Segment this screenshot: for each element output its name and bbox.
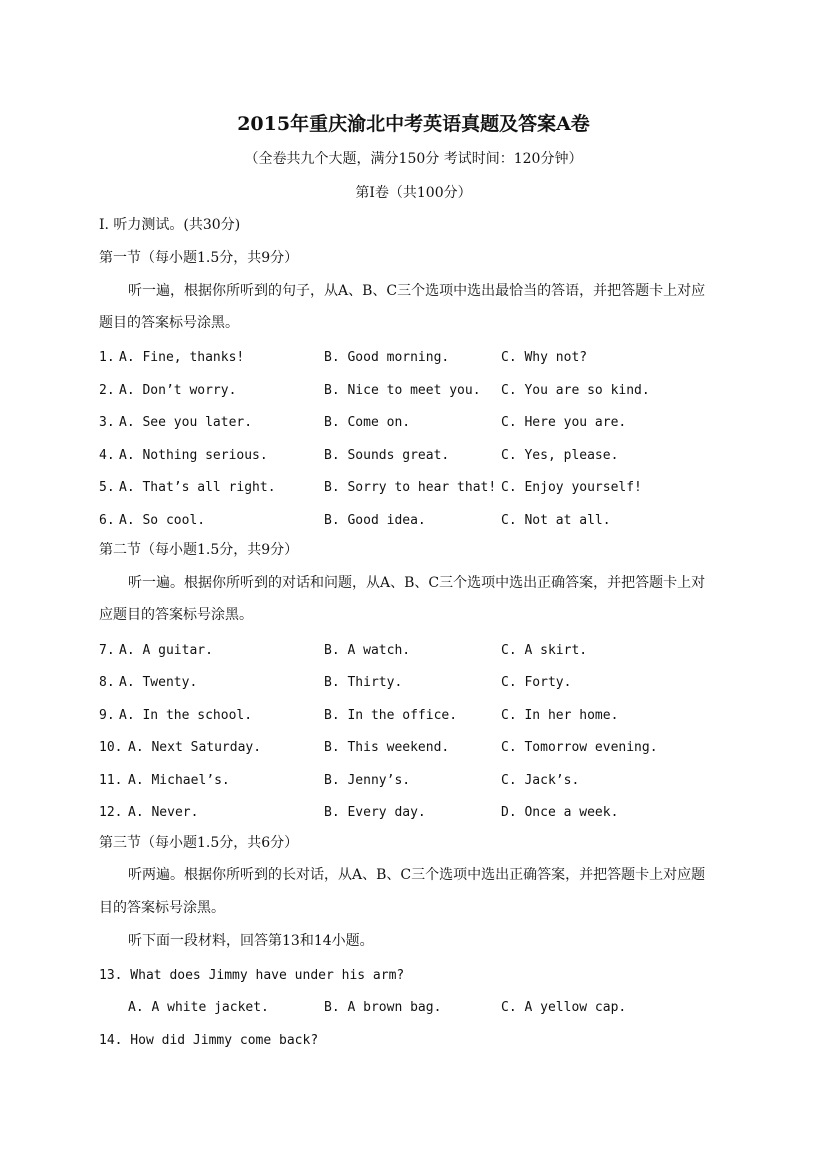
question-number: 5. bbox=[99, 480, 115, 495]
section2-instruction-cont: 应题目的答案标号涂黑。 bbox=[99, 607, 253, 623]
question-number: 11. bbox=[99, 773, 123, 788]
option-b: B. Good morning. bbox=[324, 350, 450, 365]
part1-heading: I. 听力测试。(共30分) bbox=[99, 217, 241, 233]
option-b: B. This weekend. bbox=[324, 740, 450, 755]
option-b: B. Sounds great. bbox=[324, 448, 450, 463]
option-a: A. See you later. bbox=[119, 415, 253, 430]
section1-instruction: 听一遍，根据你所听到的句子，从A、B、C三个选项中选出最恰当的答语，并把答题卡上对应 bbox=[128, 283, 706, 299]
option-a: A. Nothing serious. bbox=[119, 448, 268, 463]
option-a: A. A guitar. bbox=[119, 643, 213, 658]
option-a: A. Michael’s. bbox=[128, 773, 230, 788]
option-c: C. Jack’s. bbox=[501, 773, 580, 788]
question-number: 12. bbox=[99, 805, 123, 820]
option-a: A. In the school. bbox=[119, 708, 253, 723]
option-b: B. A watch. bbox=[324, 643, 411, 658]
question-number: 2. bbox=[99, 383, 115, 398]
option-b: B. Jenny’s. bbox=[324, 773, 411, 788]
option-c: C. Tomorrow evening. bbox=[501, 740, 658, 755]
volume-heading: 第Ⅰ卷（共100分） bbox=[355, 185, 472, 201]
question-14: 14. How did Jimmy come back? bbox=[99, 1033, 319, 1048]
question-13: 13. What does Jimmy have under his arm? bbox=[99, 968, 405, 983]
option-a: A. Never. bbox=[128, 805, 199, 820]
option-a: A. Fine, thanks! bbox=[119, 350, 245, 365]
option-c: C. Enjoy yourself! bbox=[501, 480, 642, 495]
option-b: B. Every day. bbox=[324, 805, 426, 820]
option-a: A. So cool. bbox=[119, 513, 206, 528]
option-c: C. You are so kind. bbox=[501, 383, 650, 398]
option-c: D. Once a week. bbox=[501, 805, 619, 820]
option-b: B. A brown bag. bbox=[324, 1000, 442, 1015]
option-c: C. A yellow cap. bbox=[501, 1000, 627, 1015]
option-b: B. Nice to meet you. bbox=[324, 383, 481, 398]
option-b: B. Come on. bbox=[324, 415, 411, 430]
option-b: B. Sorry to hear that! bbox=[324, 480, 497, 495]
question-number: 6. bbox=[99, 513, 115, 528]
section3-instruction-cont: 目的答案标号涂黑。 bbox=[99, 900, 225, 916]
section1-instruction-cont: 题目的答案标号涂黑。 bbox=[99, 315, 239, 331]
section3-material-note: 听下面一段材料，回答第13和14小题。 bbox=[128, 933, 374, 949]
option-a: A. Don’t worry. bbox=[119, 383, 237, 398]
question-number: 7. bbox=[99, 643, 115, 658]
question-number: 10. bbox=[99, 740, 123, 755]
exam-info: （全卷共九个大题，满分150分 考试时间：120分钟） bbox=[244, 151, 583, 167]
document-title: 2015年重庆渝北中考英语真题及答案A卷 bbox=[237, 113, 590, 135]
question-number: 9. bbox=[99, 708, 115, 723]
section2-heading: 第二节（每小题1.5分，共9分） bbox=[99, 542, 299, 558]
option-b: B. In the office. bbox=[324, 708, 458, 723]
option-c: C. Forty. bbox=[501, 675, 572, 690]
option-a: A. That’s all right. bbox=[119, 480, 276, 495]
option-c: C. A skirt. bbox=[501, 643, 588, 658]
question-number: 3. bbox=[99, 415, 115, 430]
option-a: A. Twenty. bbox=[119, 675, 198, 690]
option-b: B. Good idea. bbox=[324, 513, 426, 528]
section2-instruction: 听一遍。根据你所听到的对话和问题，从A、B、C三个选项中选出正确答案，并把答题卡上对 bbox=[128, 575, 706, 591]
option-c: C. Here you are. bbox=[501, 415, 627, 430]
section1-heading: 第一节（每小题1.5分，共9分） bbox=[99, 250, 299, 266]
option-b: B. Thirty. bbox=[324, 675, 403, 690]
option-c: C. Yes, please. bbox=[501, 448, 619, 463]
option-a: A. A white jacket. bbox=[128, 1000, 269, 1015]
option-c: C. Not at all. bbox=[501, 513, 611, 528]
question-number: 8. bbox=[99, 675, 115, 690]
question-number: 4. bbox=[99, 448, 115, 463]
option-c: C. Why not? bbox=[501, 350, 588, 365]
section3-heading: 第三节（每小题1.5分，共6分） bbox=[99, 835, 299, 851]
question-number: 1. bbox=[99, 350, 115, 365]
section3-instruction: 听两遍。根据你所听到的长对话，从A、B、C三个选项中选出正确答案，并把答题卡上对应题 bbox=[128, 867, 706, 883]
option-a: A. Next Saturday. bbox=[128, 740, 262, 755]
option-c: C. In her home. bbox=[501, 708, 619, 723]
